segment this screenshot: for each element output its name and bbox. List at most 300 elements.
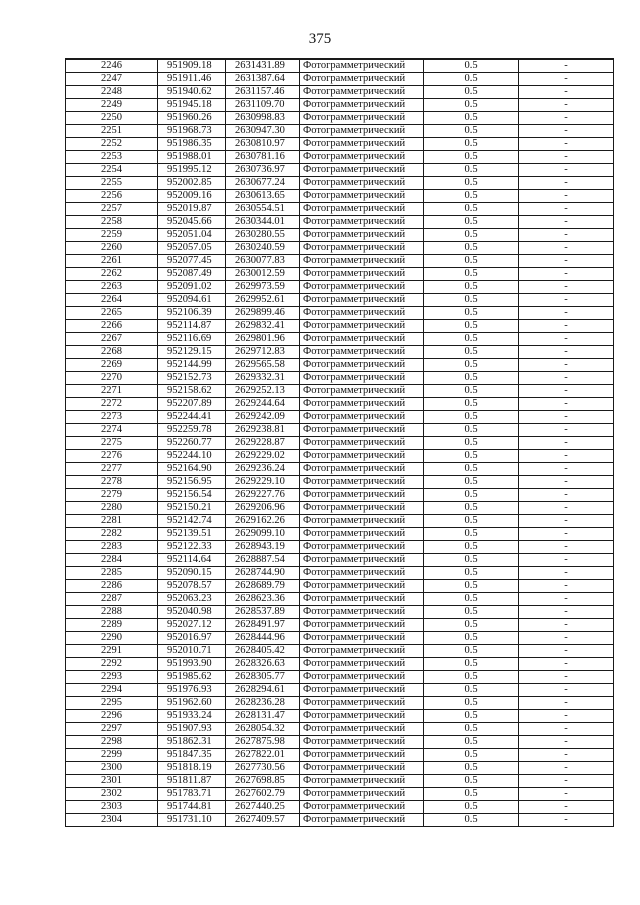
point-number-cell: 2251 [66, 125, 158, 138]
note-cell: - [519, 125, 614, 138]
point-number-cell: 2272 [66, 398, 158, 411]
y-coordinate-cell: 2628305.77 [226, 671, 300, 684]
note-cell: - [519, 697, 614, 710]
accuracy-cell: 0.5 [424, 489, 519, 502]
table-row [66, 255, 614, 268]
y-coordinate-cell: 2630810.97 [226, 138, 300, 151]
y-coordinate-cell: 2630736.97 [226, 164, 300, 177]
y-coordinate-cell: 2630613.65 [226, 190, 300, 203]
point-number-cell: 2254 [66, 164, 158, 177]
note-cell: - [519, 346, 614, 359]
note-cell: - [519, 814, 614, 827]
method-cell: Фотограмметрический [300, 333, 424, 346]
y-coordinate-cell: 2630077.83 [226, 255, 300, 268]
method-cell: Фотограмметрический [300, 658, 424, 671]
x-coordinate-cell: 952040.98 [158, 606, 226, 619]
accuracy-cell: 0.5 [424, 99, 519, 112]
y-coordinate-cell: 2629565.58 [226, 359, 300, 372]
y-coordinate-cell: 2631157.46 [226, 86, 300, 99]
y-coordinate-cell: 2630781.16 [226, 151, 300, 164]
note-cell: - [519, 307, 614, 320]
y-coordinate-cell: 2630554.51 [226, 203, 300, 216]
x-coordinate-cell: 951933.24 [158, 710, 226, 723]
table-row [66, 658, 614, 671]
y-coordinate-cell: 2630998.83 [226, 112, 300, 125]
point-number-cell: 2250 [66, 112, 158, 125]
x-coordinate-cell: 952002.85 [158, 177, 226, 190]
accuracy-cell: 0.5 [424, 515, 519, 528]
y-coordinate-cell: 2631431.89 [226, 59, 300, 73]
accuracy-cell: 0.5 [424, 268, 519, 281]
note-cell: - [519, 658, 614, 671]
note-cell: - [519, 359, 614, 372]
accuracy-cell: 0.5 [424, 476, 519, 489]
y-coordinate-cell: 2630240.59 [226, 242, 300, 255]
note-cell: - [519, 502, 614, 515]
y-coordinate-cell: 2629236.24 [226, 463, 300, 476]
accuracy-cell: 0.5 [424, 294, 519, 307]
x-coordinate-cell: 952114.64 [158, 554, 226, 567]
x-coordinate-cell: 952090.15 [158, 567, 226, 580]
note-cell: - [519, 515, 614, 528]
accuracy-cell: 0.5 [424, 632, 519, 645]
point-number-cell: 2303 [66, 801, 158, 814]
table-row [66, 216, 614, 229]
accuracy-cell: 0.5 [424, 359, 519, 372]
accuracy-cell: 0.5 [424, 281, 519, 294]
table-row [66, 606, 614, 619]
accuracy-cell: 0.5 [424, 125, 519, 138]
y-coordinate-cell: 2627602.79 [226, 788, 300, 801]
x-coordinate-cell: 952087.49 [158, 268, 226, 281]
point-number-cell: 2249 [66, 99, 158, 112]
note-cell: - [519, 86, 614, 99]
y-coordinate-cell: 2629244.64 [226, 398, 300, 411]
x-coordinate-cell: 952057.05 [158, 242, 226, 255]
y-coordinate-cell: 2629252.13 [226, 385, 300, 398]
accuracy-cell: 0.5 [424, 775, 519, 788]
x-coordinate-cell: 951909.18 [158, 59, 226, 73]
accuracy-cell: 0.5 [424, 333, 519, 346]
point-number-cell: 2304 [66, 814, 158, 827]
accuracy-cell: 0.5 [424, 814, 519, 827]
x-coordinate-cell: 952260.77 [158, 437, 226, 450]
point-number-cell: 2276 [66, 450, 158, 463]
point-number-cell: 2271 [66, 385, 158, 398]
method-cell: Фотограмметрический [300, 554, 424, 567]
y-coordinate-cell: 2628491.97 [226, 619, 300, 632]
accuracy-cell: 0.5 [424, 320, 519, 333]
point-number-cell: 2255 [66, 177, 158, 190]
accuracy-cell: 0.5 [424, 86, 519, 99]
x-coordinate-cell: 951968.73 [158, 125, 226, 138]
x-coordinate-cell: 952139.51 [158, 528, 226, 541]
y-coordinate-cell: 2629242.09 [226, 411, 300, 424]
point-number-cell: 2270 [66, 372, 158, 385]
x-coordinate-cell: 951940.62 [158, 86, 226, 99]
table-row [66, 736, 614, 749]
table-row [66, 528, 614, 541]
note-cell: - [519, 73, 614, 86]
method-cell: Фотограмметрический [300, 411, 424, 424]
table-row [66, 86, 614, 99]
note-cell: - [519, 437, 614, 450]
note-cell: - [519, 567, 614, 580]
note-cell: - [519, 281, 614, 294]
accuracy-cell: 0.5 [424, 346, 519, 359]
y-coordinate-cell: 2628537.89 [226, 606, 300, 619]
point-number-cell: 2288 [66, 606, 158, 619]
point-number-cell: 2295 [66, 697, 158, 710]
table-row [66, 307, 614, 320]
method-cell: Фотограмметрический [300, 593, 424, 606]
y-coordinate-cell: 2628689.79 [226, 580, 300, 593]
y-coordinate-cell: 2630947.30 [226, 125, 300, 138]
table-row [66, 450, 614, 463]
x-coordinate-cell: 952078.57 [158, 580, 226, 593]
x-coordinate-cell: 951811.87 [158, 775, 226, 788]
point-number-cell: 2282 [66, 528, 158, 541]
method-cell: Фотограмметрический [300, 125, 424, 138]
coordinates-table-body [66, 59, 614, 827]
table-row [66, 281, 614, 294]
method-cell: Фотограмметрический [300, 294, 424, 307]
note-cell: - [519, 710, 614, 723]
note-cell: - [519, 424, 614, 437]
y-coordinate-cell: 2629206.96 [226, 502, 300, 515]
method-cell: Фотограмметрический [300, 801, 424, 814]
method-cell: Фотограмметрический [300, 502, 424, 515]
method-cell: Фотограмметрический [300, 606, 424, 619]
method-cell: Фотограмметрический [300, 710, 424, 723]
note-cell: - [519, 320, 614, 333]
note-cell: - [519, 736, 614, 749]
accuracy-cell: 0.5 [424, 190, 519, 203]
point-number-cell: 2281 [66, 515, 158, 528]
method-cell: Фотограмметрический [300, 203, 424, 216]
table-row [66, 346, 614, 359]
accuracy-cell: 0.5 [424, 749, 519, 762]
note-cell: - [519, 788, 614, 801]
accuracy-cell: 0.5 [424, 151, 519, 164]
x-coordinate-cell: 952019.87 [158, 203, 226, 216]
method-cell: Фотограмметрический [300, 242, 424, 255]
accuracy-cell: 0.5 [424, 463, 519, 476]
table-row [66, 567, 614, 580]
point-number-cell: 2279 [66, 489, 158, 502]
x-coordinate-cell: 952106.39 [158, 307, 226, 320]
x-coordinate-cell: 951995.12 [158, 164, 226, 177]
table-row [66, 723, 614, 736]
note-cell: - [519, 216, 614, 229]
accuracy-cell: 0.5 [424, 541, 519, 554]
x-coordinate-cell: 951976.93 [158, 684, 226, 697]
method-cell: Фотограмметрический [300, 736, 424, 749]
point-number-cell: 2257 [66, 203, 158, 216]
point-number-cell: 2283 [66, 541, 158, 554]
x-coordinate-cell: 951945.18 [158, 99, 226, 112]
y-coordinate-cell: 2629973.59 [226, 281, 300, 294]
table-row [66, 359, 614, 372]
y-coordinate-cell: 2628054.32 [226, 723, 300, 736]
x-coordinate-cell: 951960.26 [158, 112, 226, 125]
accuracy-cell: 0.5 [424, 671, 519, 684]
table-row [66, 580, 614, 593]
note-cell: - [519, 99, 614, 112]
x-coordinate-cell: 951962.60 [158, 697, 226, 710]
point-number-cell: 2287 [66, 593, 158, 606]
accuracy-cell: 0.5 [424, 164, 519, 177]
y-coordinate-cell: 2630677.24 [226, 177, 300, 190]
x-coordinate-cell: 951911.46 [158, 73, 226, 86]
y-coordinate-cell: 2627730.56 [226, 762, 300, 775]
method-cell: Фотограмметрический [300, 398, 424, 411]
point-number-cell: 2298 [66, 736, 158, 749]
y-coordinate-cell: 2629832.41 [226, 320, 300, 333]
point-number-cell: 2261 [66, 255, 158, 268]
x-coordinate-cell: 952122.33 [158, 541, 226, 554]
x-coordinate-cell: 952142.74 [158, 515, 226, 528]
table-row [66, 112, 614, 125]
point-number-cell: 2260 [66, 242, 158, 255]
accuracy-cell: 0.5 [424, 450, 519, 463]
x-coordinate-cell: 952051.04 [158, 229, 226, 242]
method-cell: Фотограмметрический [300, 528, 424, 541]
y-coordinate-cell: 2629227.76 [226, 489, 300, 502]
point-number-cell: 2262 [66, 268, 158, 281]
accuracy-cell: 0.5 [424, 606, 519, 619]
y-coordinate-cell: 2629229.10 [226, 476, 300, 489]
table-row [66, 749, 614, 762]
table-row [66, 242, 614, 255]
method-cell: Фотограмметрический [300, 59, 424, 73]
x-coordinate-cell: 951986.35 [158, 138, 226, 151]
method-cell: Фотограмметрический [300, 255, 424, 268]
table-row [66, 697, 614, 710]
note-cell: - [519, 398, 614, 411]
point-number-cell: 2265 [66, 307, 158, 320]
table-row [66, 671, 614, 684]
note-cell: - [519, 190, 614, 203]
table-row [66, 294, 614, 307]
accuracy-cell: 0.5 [424, 580, 519, 593]
table-row [66, 320, 614, 333]
accuracy-cell: 0.5 [424, 112, 519, 125]
point-number-cell: 2285 [66, 567, 158, 580]
accuracy-cell: 0.5 [424, 762, 519, 775]
point-number-cell: 2292 [66, 658, 158, 671]
accuracy-cell: 0.5 [424, 307, 519, 320]
method-cell: Фотограмметрический [300, 229, 424, 242]
x-coordinate-cell: 952152.73 [158, 372, 226, 385]
accuracy-cell: 0.5 [424, 710, 519, 723]
table-row [66, 229, 614, 242]
x-coordinate-cell: 952207.89 [158, 398, 226, 411]
note-cell: - [519, 632, 614, 645]
table-row [66, 437, 614, 450]
method-cell: Фотограмметрический [300, 99, 424, 112]
y-coordinate-cell: 2630280.55 [226, 229, 300, 242]
y-coordinate-cell: 2629801.96 [226, 333, 300, 346]
y-coordinate-cell: 2628623.36 [226, 593, 300, 606]
method-cell: Фотограмметрический [300, 281, 424, 294]
x-coordinate-cell: 951988.01 [158, 151, 226, 164]
method-cell: Фотограмметрический [300, 619, 424, 632]
accuracy-cell: 0.5 [424, 398, 519, 411]
accuracy-cell: 0.5 [424, 203, 519, 216]
point-number-cell: 2289 [66, 619, 158, 632]
x-coordinate-cell: 952027.12 [158, 619, 226, 632]
table-row [66, 801, 614, 814]
y-coordinate-cell: 2627822.01 [226, 749, 300, 762]
method-cell: Фотограмметрический [300, 216, 424, 229]
note-cell: - [519, 762, 614, 775]
method-cell: Фотограмметрический [300, 632, 424, 645]
y-coordinate-cell: 2628131.47 [226, 710, 300, 723]
x-coordinate-cell: 952156.95 [158, 476, 226, 489]
x-coordinate-cell: 952016.97 [158, 632, 226, 645]
accuracy-cell: 0.5 [424, 736, 519, 749]
table-row [66, 333, 614, 346]
method-cell: Фотограмметрический [300, 346, 424, 359]
x-coordinate-cell: 952116.69 [158, 333, 226, 346]
method-cell: Фотограмметрический [300, 307, 424, 320]
accuracy-cell: 0.5 [424, 567, 519, 580]
x-coordinate-cell: 952091.02 [158, 281, 226, 294]
note-cell: - [519, 372, 614, 385]
method-cell: Фотограмметрический [300, 359, 424, 372]
method-cell: Фотограмметрический [300, 645, 424, 658]
point-number-cell: 2275 [66, 437, 158, 450]
note-cell: - [519, 177, 614, 190]
accuracy-cell: 0.5 [424, 177, 519, 190]
table-row [66, 593, 614, 606]
y-coordinate-cell: 2627440.25 [226, 801, 300, 814]
table-row [66, 411, 614, 424]
x-coordinate-cell: 952063.23 [158, 593, 226, 606]
accuracy-cell: 0.5 [424, 697, 519, 710]
x-coordinate-cell: 951862.31 [158, 736, 226, 749]
note-cell: - [519, 593, 614, 606]
y-coordinate-cell: 2630344.01 [226, 216, 300, 229]
note-cell: - [519, 749, 614, 762]
note-cell: - [519, 268, 614, 281]
point-number-cell: 2293 [66, 671, 158, 684]
note-cell: - [519, 541, 614, 554]
accuracy-cell: 0.5 [424, 424, 519, 437]
point-number-cell: 2274 [66, 424, 158, 437]
x-coordinate-cell: 952144.99 [158, 359, 226, 372]
accuracy-cell: 0.5 [424, 216, 519, 229]
x-coordinate-cell: 951731.10 [158, 814, 226, 827]
point-number-cell: 2277 [66, 463, 158, 476]
point-number-cell: 2290 [66, 632, 158, 645]
method-cell: Фотограмметрический [300, 372, 424, 385]
x-coordinate-cell: 952045.66 [158, 216, 226, 229]
note-cell: - [519, 59, 614, 73]
note-cell: - [519, 385, 614, 398]
note-cell: - [519, 151, 614, 164]
method-cell: Фотограмметрический [300, 762, 424, 775]
note-cell: - [519, 489, 614, 502]
y-coordinate-cell: 2628744.90 [226, 567, 300, 580]
page-number: 375 [308, 31, 332, 47]
table-row [66, 125, 614, 138]
y-coordinate-cell: 2629099.10 [226, 528, 300, 541]
y-coordinate-cell: 2630012.59 [226, 268, 300, 281]
table-row [66, 710, 614, 723]
x-coordinate-cell: 952244.10 [158, 450, 226, 463]
accuracy-cell: 0.5 [424, 138, 519, 151]
table-row [66, 476, 614, 489]
table-row [66, 372, 614, 385]
method-cell: Фотограмметрический [300, 424, 424, 437]
accuracy-cell: 0.5 [424, 554, 519, 567]
note-cell: - [519, 645, 614, 658]
method-cell: Фотограмметрический [300, 437, 424, 450]
table-row [66, 775, 614, 788]
table-row [66, 788, 614, 801]
note-cell: - [519, 671, 614, 684]
table-row [66, 138, 614, 151]
note-cell: - [519, 775, 614, 788]
note-cell: - [519, 138, 614, 151]
table-row [66, 554, 614, 567]
y-coordinate-cell: 2629952.61 [226, 294, 300, 307]
accuracy-cell: 0.5 [424, 619, 519, 632]
y-coordinate-cell: 2628326.63 [226, 658, 300, 671]
method-cell: Фотограмметрический [300, 164, 424, 177]
method-cell: Фотограмметрический [300, 320, 424, 333]
x-coordinate-cell: 952259.78 [158, 424, 226, 437]
point-number-cell: 2284 [66, 554, 158, 567]
note-cell: - [519, 411, 614, 424]
point-number-cell: 2266 [66, 320, 158, 333]
x-coordinate-cell: 951985.62 [158, 671, 226, 684]
table-row [66, 515, 614, 528]
method-cell: Фотограмметрический [300, 775, 424, 788]
note-cell: - [519, 255, 614, 268]
table-row [66, 385, 614, 398]
x-coordinate-cell: 951783.71 [158, 788, 226, 801]
x-coordinate-cell: 952244.41 [158, 411, 226, 424]
method-cell: Фотограмметрический [300, 697, 424, 710]
table-row [66, 619, 614, 632]
table-row [66, 541, 614, 554]
point-number-cell: 2259 [66, 229, 158, 242]
point-number-cell: 2291 [66, 645, 158, 658]
x-coordinate-cell: 951818.19 [158, 762, 226, 775]
note-cell: - [519, 229, 614, 242]
point-number-cell: 2267 [66, 333, 158, 346]
accuracy-cell: 0.5 [424, 723, 519, 736]
note-cell: - [519, 554, 614, 567]
table-row [66, 190, 614, 203]
method-cell: Фотограмметрический [300, 138, 424, 151]
table-row [66, 762, 614, 775]
accuracy-cell: 0.5 [424, 684, 519, 697]
method-cell: Фотограмметрический [300, 385, 424, 398]
point-number-cell: 2280 [66, 502, 158, 515]
table-row [66, 59, 614, 73]
note-cell: - [519, 476, 614, 489]
point-number-cell: 2268 [66, 346, 158, 359]
table-row [66, 99, 614, 112]
note-cell: - [519, 528, 614, 541]
coordinates-table [65, 58, 614, 827]
point-number-cell: 2273 [66, 411, 158, 424]
table-row [66, 424, 614, 437]
